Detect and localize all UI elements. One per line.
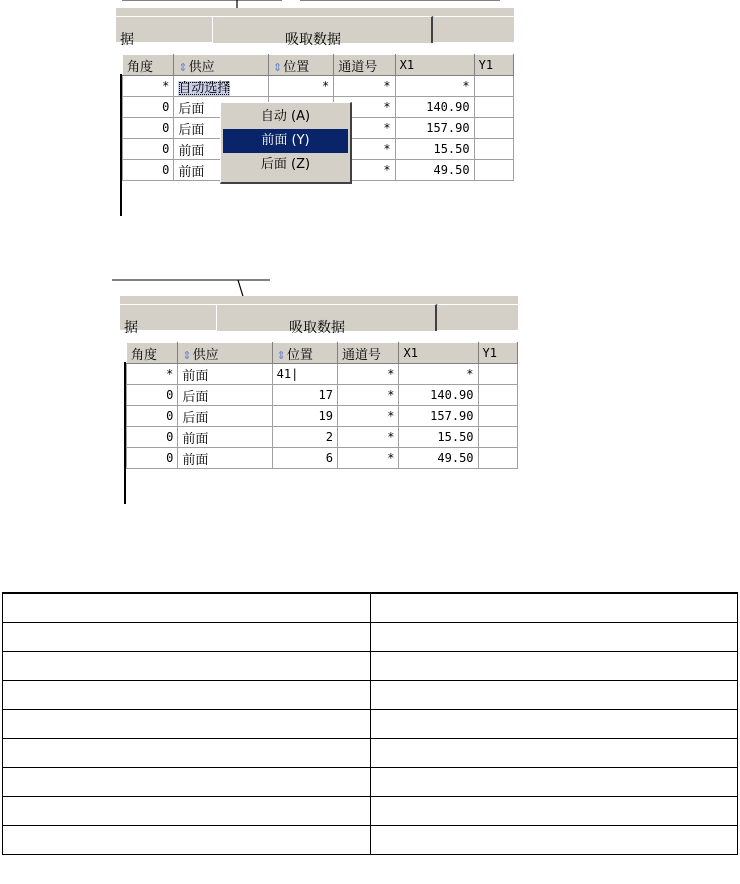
col-header-feeder[interactable] xyxy=(178,343,272,364)
table-row xyxy=(127,364,518,385)
table-row xyxy=(3,710,738,739)
col-header-position[interactable] xyxy=(269,55,334,76)
cell-feeder[interactable]: 前面 xyxy=(174,139,269,160)
tab-previous[interactable] xyxy=(120,304,217,336)
tab-next[interactable] xyxy=(438,304,518,329)
table-cell xyxy=(3,623,371,652)
tab-pickup-data[interactable] xyxy=(216,304,437,336)
cell-angle[interactable]: 0 xyxy=(123,160,174,181)
table-cell xyxy=(3,593,371,623)
cell-angle[interactable]: 0 xyxy=(123,97,174,118)
cell-y1[interactable] xyxy=(474,139,513,160)
cell-y1[interactable] xyxy=(478,406,517,427)
sort-updown-icon: ⇕ xyxy=(182,348,192,362)
table-row xyxy=(3,623,738,652)
cell-feeder-editing[interactable] xyxy=(174,76,269,97)
cell-y1[interactable] xyxy=(478,448,517,469)
col-header-feeder-label: 供应 xyxy=(192,347,219,363)
table-row xyxy=(3,797,738,826)
col-header-angle[interactable] xyxy=(127,343,178,364)
cell-angle[interactable]: 0 xyxy=(127,385,178,406)
cell-channel[interactable]: * xyxy=(334,139,395,160)
sort-updown-icon: ⇕ xyxy=(178,60,188,74)
empty-table xyxy=(2,592,738,855)
tab-next[interactable] xyxy=(434,16,514,41)
cell-y1[interactable] xyxy=(478,385,517,406)
cell-y1[interactable] xyxy=(478,427,517,448)
cell-position[interactable]: 6 xyxy=(272,448,337,469)
col-header-angle-label: 角度 xyxy=(127,59,154,75)
table-cell xyxy=(3,652,371,681)
table-cell xyxy=(3,710,371,739)
table-cell xyxy=(370,652,738,681)
table-row xyxy=(3,593,738,623)
col-header-y1[interactable] xyxy=(474,55,513,76)
col-header-position[interactable] xyxy=(272,343,337,364)
table-row xyxy=(3,739,738,768)
cell-channel[interactable]: * xyxy=(334,160,395,181)
cell-angle[interactable]: 0 xyxy=(127,448,178,469)
cell-feeder[interactable]: 后面 xyxy=(174,118,269,139)
col-header-x1[interactable] xyxy=(399,343,478,364)
tab-pickup-data-label: 吸取数据 xyxy=(289,320,345,336)
tab-previous[interactable] xyxy=(116,16,213,48)
cell-x1[interactable]: 15.50 xyxy=(395,139,474,160)
table-row xyxy=(123,76,514,97)
table-row xyxy=(127,448,518,469)
col-header-y1-label: Y1 xyxy=(478,58,494,72)
cell-feeder[interactable]: 后面 xyxy=(178,406,272,427)
cell-position[interactable]: * xyxy=(269,76,334,97)
cell-position[interactable]: 19 xyxy=(272,406,337,427)
feeder-edit-value[interactable]: 自动选择 xyxy=(178,80,231,96)
table-row xyxy=(3,681,738,710)
cell-position[interactable]: 2 xyxy=(272,427,337,448)
col-header-channel-label: 通道号 xyxy=(338,59,378,75)
cell-channel[interactable]: * xyxy=(337,406,399,427)
cell-angle[interactable]: 0 xyxy=(123,139,174,160)
col-header-channel-label: 通道号 xyxy=(341,347,381,363)
screenshot-value-entered xyxy=(120,296,518,504)
cell-channel[interactable]: * xyxy=(337,364,399,385)
table-cell xyxy=(370,797,738,826)
dropdown-option-auto[interactable]: 自动 (A) xyxy=(260,109,311,124)
table-cell xyxy=(370,623,738,652)
table-cell xyxy=(370,768,738,797)
cell-x1[interactable]: 157.90 xyxy=(399,406,478,427)
dropdown-option-rear[interactable]: 后面 (Z) xyxy=(260,157,311,172)
cell-angle[interactable]: * xyxy=(127,364,178,385)
table-row xyxy=(127,427,518,448)
table-cell xyxy=(370,739,738,768)
col-header-feeder-label: 供应 xyxy=(188,59,215,75)
tab-pickup-data-label: 吸取数据 xyxy=(285,32,341,48)
data-grid xyxy=(126,342,518,469)
col-header-channel[interactable] xyxy=(334,55,395,76)
cell-y1[interactable] xyxy=(474,160,513,181)
dropdown-option-front[interactable]: 前面 (Y) xyxy=(223,129,348,153)
col-header-angle[interactable] xyxy=(123,55,174,76)
table-cell xyxy=(3,768,371,797)
tab-strip xyxy=(116,8,514,48)
cell-feeder[interactable]: 后面 xyxy=(174,97,269,118)
table-row xyxy=(3,652,738,681)
table-row xyxy=(3,826,738,855)
table-cell xyxy=(370,681,738,710)
cell-channel[interactable]: * xyxy=(334,76,395,97)
table-row xyxy=(127,385,518,406)
cell-angle[interactable]: 0 xyxy=(123,118,174,139)
cell-feeder[interactable]: 前面 xyxy=(178,427,272,448)
col-header-feeder[interactable] xyxy=(174,55,269,76)
table-row xyxy=(127,406,518,427)
table-cell xyxy=(3,797,371,826)
cell-angle[interactable]: 0 xyxy=(127,427,178,448)
cell-channel[interactable]: * xyxy=(337,448,399,469)
table-cell xyxy=(370,826,738,855)
table-cell xyxy=(3,681,371,710)
cell-position[interactable]: 17 xyxy=(272,385,337,406)
cell-x1[interactable]: 140.90 xyxy=(395,97,474,118)
cell-channel[interactable]: * xyxy=(337,385,399,406)
col-header-y1-label: Y1 xyxy=(482,346,497,360)
cell-feeder[interactable]: 后面 xyxy=(178,385,272,406)
cell-x1[interactable]: * xyxy=(399,364,478,385)
cell-x1[interactable]: 15.50 xyxy=(399,427,478,448)
col-header-angle-label: 角度 xyxy=(131,347,158,363)
col-header-position-label: 位置 xyxy=(283,59,310,75)
cell-y1[interactable] xyxy=(478,364,517,385)
tab-previous-label: 据 xyxy=(124,320,138,336)
col-header-y1[interactable] xyxy=(478,343,517,364)
tab-strip xyxy=(120,296,518,336)
grid-left-edge xyxy=(124,362,126,504)
cell-y1[interactable] xyxy=(474,97,513,118)
cell-x1[interactable]: 49.50 xyxy=(399,448,478,469)
col-header-position-label: 位置 xyxy=(286,347,313,363)
screenshot-dropdown-open xyxy=(116,8,514,216)
col-header-x1-label: X1 xyxy=(403,346,418,360)
grid-left-edge xyxy=(120,74,122,216)
cell-channel[interactable]: * xyxy=(337,427,399,448)
col-header-x1[interactable] xyxy=(395,55,474,76)
cell-x1[interactable]: * xyxy=(395,76,474,97)
cell-channel[interactable]: * xyxy=(334,118,395,139)
position-input[interactable] xyxy=(272,364,337,385)
col-header-x1-label: X1 xyxy=(399,58,415,72)
table-row xyxy=(3,768,738,797)
cell-channel[interactable]: * xyxy=(334,97,395,118)
feeder-dropdown-menu xyxy=(220,102,352,184)
sort-updown-icon: ⇕ xyxy=(276,348,286,362)
table-cell xyxy=(3,739,371,768)
cell-x1[interactable]: 140.90 xyxy=(399,385,478,406)
cell-y1[interactable] xyxy=(474,76,513,97)
cell-x1[interactable]: 157.90 xyxy=(395,118,474,139)
position-input-value: 41 xyxy=(276,367,292,381)
cell-angle[interactable]: * xyxy=(123,76,174,97)
cell-feeder[interactable]: 前面 xyxy=(178,364,272,385)
table-cell xyxy=(370,593,738,623)
cell-feeder[interactable]: 前面 xyxy=(174,160,269,181)
tab-previous-label: 据 xyxy=(120,32,134,48)
table-cell xyxy=(370,710,738,739)
cell-angle[interactable]: 0 xyxy=(127,406,178,427)
cell-feeder[interactable]: 前面 xyxy=(178,448,272,469)
col-header-channel[interactable] xyxy=(337,343,399,364)
text-cursor: | xyxy=(291,367,299,381)
cell-x1[interactable]: 49.50 xyxy=(395,160,474,181)
sort-updown-icon: ⇕ xyxy=(273,60,283,74)
cell-y1[interactable] xyxy=(474,118,513,139)
table-cell xyxy=(3,826,371,855)
grid-header-row xyxy=(127,343,518,364)
grid-header-row xyxy=(123,55,514,76)
tab-pickup-data[interactable] xyxy=(212,16,433,48)
